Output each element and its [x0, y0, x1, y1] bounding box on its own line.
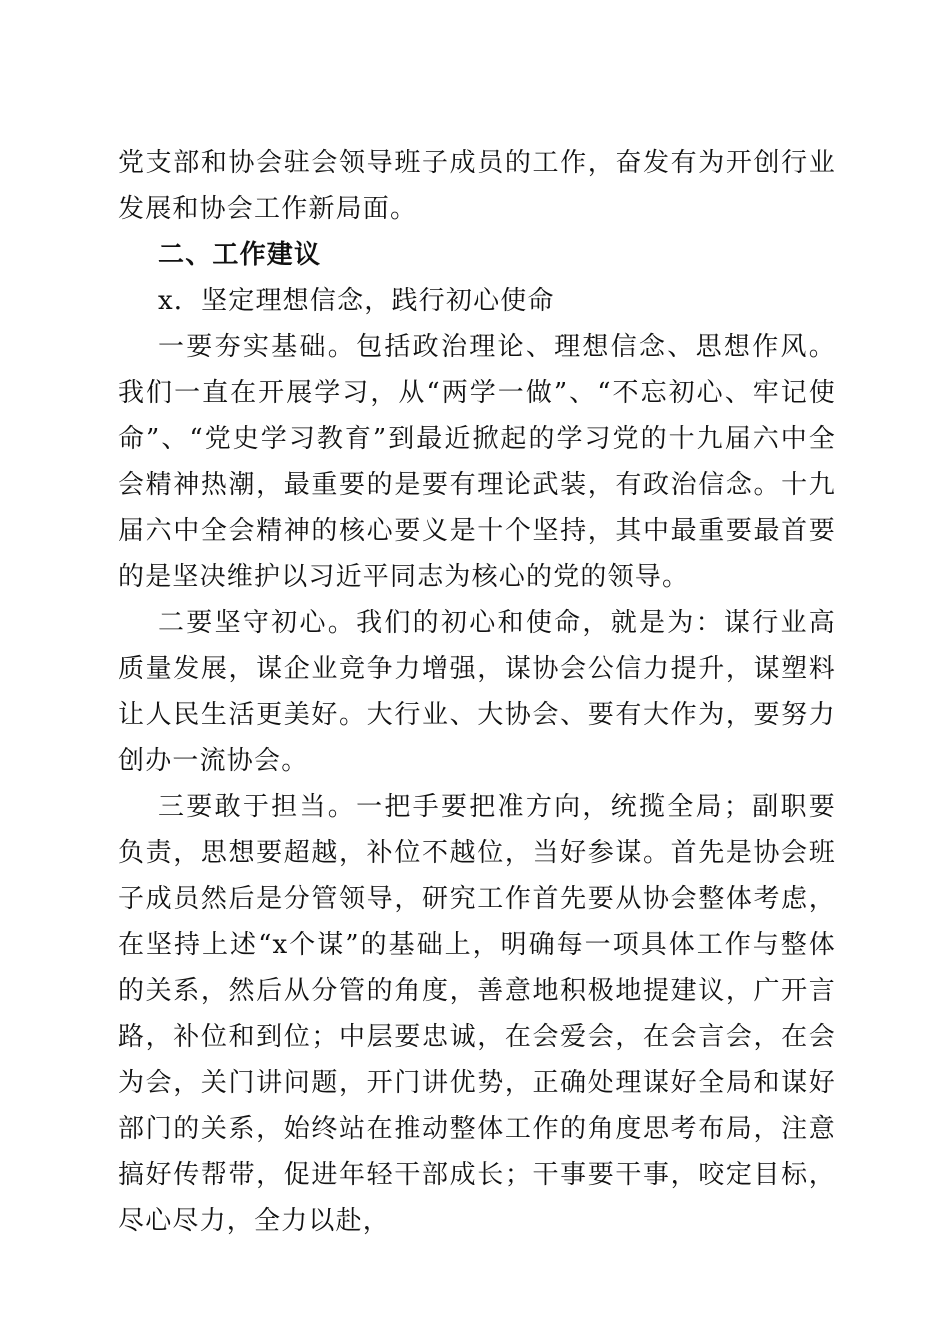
document-body	[118, 140, 836, 1244]
section-heading: 二、工作建议	[158, 240, 322, 270]
paragraph-continued: 党支部和协会驻会领导班子成员的工作，奋发有为开创行业发展和协会工作新局面。	[118, 148, 836, 224]
paragraph-original-mission: 二要坚守初心。我们的初心和使命，就是为：谋行业高质量发展，谋企业竞争力增强，谋协会公信力提升，谋塑料让人民生活更美好。大行业、大协会、要有大作为，要努力创办一流协会。	[118, 608, 836, 776]
paragraph-responsibility: 三要敢于担当。一把手要把准方向，统揽全局；副职要负责，思想要超越，补位不越位，当好参谋。首先是协会班子成员然后是分管领导，研究工作首先要从协会整体考虑，在坚持上述“x个谋”的基础上，明确每一项具体工作与整体的关系，然后从分管的角度，善意地积极地提建议，广开言路，补位和到位；中层要忠诚，在会爱会，在会言会，在会为会，关门讲问题，开门讲优势，正确处理谋好全局和谋好部门的关系，始终站在推动整体工作的角度思考布局，注意搞好传帮带，促进年轻干部成长；干事要干事，咬定目标，尽心尽力，全力以赴，	[118, 792, 836, 1236]
paragraph-foundation: 一要夯实基础。包括政治理论、理想信念、思想作风。我们一直在开展学习，从“两学一做”、“不忘初心、牢记使命”、“党史学习教育”到最近掀起的学习党的十九届六中全会精神热潮，最重要的是要有理论武装，有政治信念。十九届六中全会精神的核心要义是十个坚持，其中最重要最首要的是坚决维护以习近平同志为核心的党的领导。	[118, 332, 836, 592]
subsection-heading: x．坚定理想信念，践行初心使命	[158, 286, 555, 316]
